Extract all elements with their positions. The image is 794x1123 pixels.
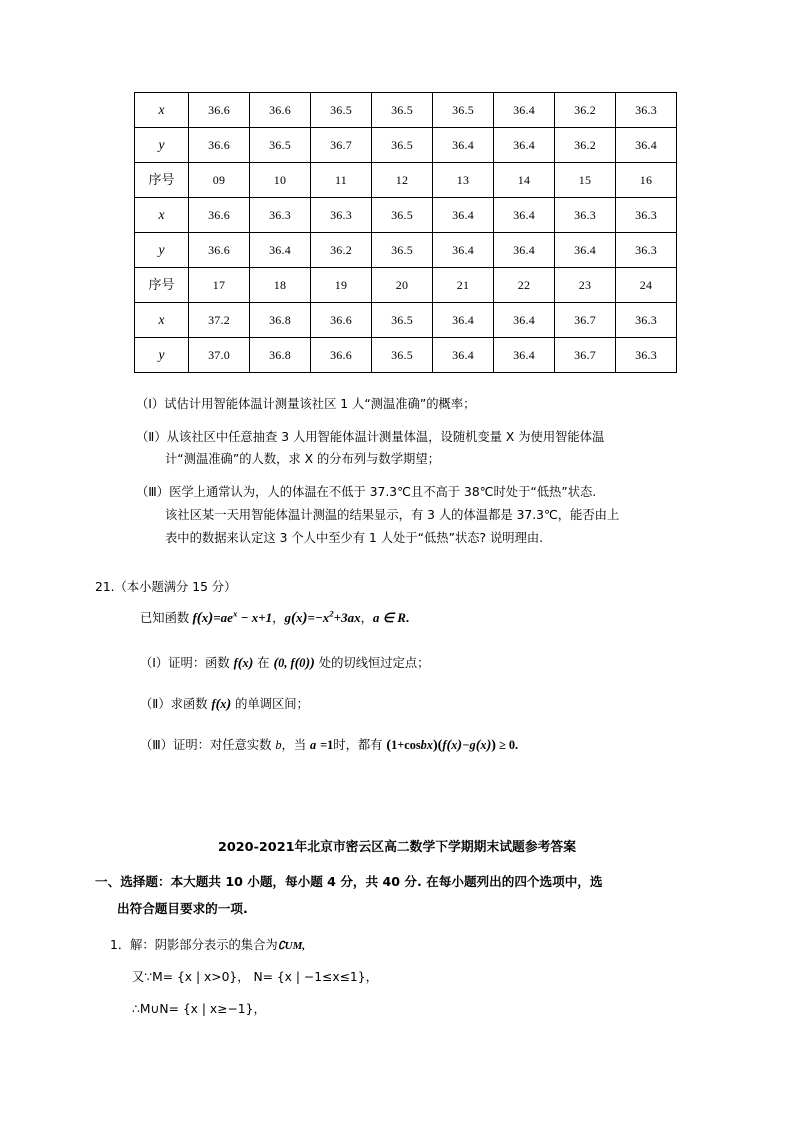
table-cell: 36.6 — [311, 338, 372, 373]
question20-part1: （Ⅰ）试估计用智能体温计测量该社区 1 人“测温准确”的概率； — [136, 397, 476, 411]
answer-item-1-line3-text: ∴M∪N= {x | x≥−1}， — [132, 1002, 266, 1016]
table-cell: 14 — [494, 163, 555, 198]
table-cell: 36.7 — [555, 303, 616, 338]
table-cell: 36.3 — [555, 198, 616, 233]
table-cell: 36.4 — [433, 198, 494, 233]
answer-section-title: 2020-2021年北京市密云区高二数学下学期期末试题参考答案 — [217, 840, 577, 855]
table-row — [135, 233, 677, 268]
table-row — [135, 93, 677, 128]
table-cell: 22 — [494, 268, 555, 303]
table-cell: 36.5 — [372, 303, 433, 338]
table-cell: 36.2 — [555, 93, 616, 128]
table-cell: 36.4 — [494, 128, 555, 163]
temperature-data-table — [134, 92, 667, 373]
table-row — [135, 128, 677, 163]
table-cell: 19 — [311, 268, 372, 303]
question20-part2-line1: （Ⅱ）从该社区中任意抽查 3 人用智能体温计测量体温，设随机变量 X 为使用智能体温 — [136, 430, 605, 444]
question21-formula-g: $g(x)=-x^2+3ax$ — [284, 608, 361, 626]
table-cell: 36.4 — [494, 303, 555, 338]
table-cell: 37.0 — [189, 338, 250, 373]
table-cell: 36.4 — [555, 233, 616, 268]
question21-part3: （Ⅲ）证明：对任意实数 b，当 a =1时，都有 (1+cosbx)(f(x)−g(x)) ≥ 0. — [140, 737, 519, 753]
table-row — [135, 303, 677, 338]
answer-item-1-line2 — [132, 967, 378, 985]
answer-item-1-line1 — [110, 935, 305, 953]
table-cell: 36.2 — [555, 128, 616, 163]
table-row — [135, 163, 677, 198]
table-cell: 36.4 — [494, 338, 555, 373]
table-cell: 36.6 — [311, 303, 372, 338]
table-cell: 36.5 — [372, 198, 433, 233]
table-row — [135, 268, 677, 303]
row-header: 序号 — [135, 268, 189, 303]
table-cell: 36.4 — [494, 93, 555, 128]
table-cell: 36.3 — [616, 303, 677, 338]
table-cell: 20 — [372, 268, 433, 303]
table-row — [135, 198, 677, 233]
table-body — [135, 93, 677, 373]
question21-domain: a ∈ R — [372, 610, 406, 625]
table-cell: 36.5 — [372, 128, 433, 163]
table-cell: 11 — [311, 163, 372, 198]
table-cell: 36.6 — [189, 93, 250, 128]
question21-formula: $f(x)=ae^x - x+1$ — [189, 608, 273, 626]
answer-item-1-text: 1．解：阴影部分表示的集合为 — [110, 938, 278, 952]
table-cell: 09 — [189, 163, 250, 198]
table-cell: 36.4 — [433, 303, 494, 338]
question21-part1: （Ⅰ）证明：函数 f(x) 在 (0, f(0)) 处的切线恒过定点； — [140, 655, 430, 671]
table-cell: 36.8 — [250, 303, 311, 338]
table-cell: 36.5 — [372, 233, 433, 268]
table-cell: 23 — [555, 268, 616, 303]
table-cell: 24 — [616, 268, 677, 303]
table-cell: 36.5 — [433, 93, 494, 128]
table-row — [135, 338, 677, 373]
table-cell: 36.3 — [616, 338, 677, 373]
table-cell: 36.5 — [372, 338, 433, 373]
question20-part3-line1: （Ⅲ）医学上通常认为，人的体温在不低于 37.3℃且不高于 38℃时处于“低热”状态. — [136, 485, 597, 499]
table — [134, 92, 677, 373]
question21-given-prefix: 已知函数 — [140, 611, 190, 625]
table-cell: 36.5 — [372, 93, 433, 128]
question20-part3-line2: 该社区某一天用智能体温计测温的结果显示，有 3 人的体温都是 37.3℃，能否由上 — [165, 508, 620, 522]
table-cell: 36.3 — [250, 198, 311, 233]
table-cell: 36.3 — [616, 198, 677, 233]
table-cell: 13 — [433, 163, 494, 198]
table-cell: 36.2 — [311, 233, 372, 268]
section-one-line2: 出符合题目要求的一项. — [117, 901, 248, 916]
table-cell: 36.6 — [189, 233, 250, 268]
table-cell: 36.5 — [250, 128, 311, 163]
question21-part2: （Ⅱ）求函数 f(x) 的单调区间； — [140, 696, 309, 712]
table-cell: 36.3 — [616, 93, 677, 128]
table-cell: 36.4 — [616, 128, 677, 163]
answer-section-one — [95, 868, 695, 922]
section-one-line1: 一、选择题：本大题共 10 小题，每小题 4 分，共 40 分. 在每小题列出的四个选项中，选 — [95, 874, 603, 889]
table-cell: 36.7 — [555, 338, 616, 373]
table-cell: 36.4 — [494, 233, 555, 268]
table-cell: 15 — [555, 163, 616, 198]
table-cell: 36.6 — [189, 128, 250, 163]
table-cell: 36.7 — [311, 128, 372, 163]
answer-item-1-line2-text: 又∵M= {x | x>0}， N= {x | −1≤x≤1}， — [132, 970, 378, 984]
question21-given: 已知函数 $f(x)=ae^x - x+1$，$g(x)=-x^2+3ax$，a ∈ R. — [140, 608, 410, 626]
question21-label: 21.（本小题满分 15 分） — [95, 580, 237, 594]
table-cell: 36.4 — [433, 338, 494, 373]
table-cell: 36.3 — [616, 233, 677, 268]
table-cell: 36.6 — [250, 93, 311, 128]
table-cell: 18 — [250, 268, 311, 303]
table-cell: 36.3 — [311, 198, 372, 233]
row-header: x — [135, 303, 189, 338]
table-cell: 36.4 — [250, 233, 311, 268]
answer-item-1-line3 — [132, 999, 266, 1017]
table-cell: 36.4 — [433, 233, 494, 268]
table-cell: 16 — [616, 163, 677, 198]
row-header: 序号 — [135, 163, 189, 198]
table-cell: 36.4 — [494, 198, 555, 233]
row-header: y — [135, 233, 189, 268]
table-cell: 36.8 — [250, 338, 311, 373]
row-header: y — [135, 338, 189, 373]
row-header: y — [135, 128, 189, 163]
table-cell: 36.6 — [189, 198, 250, 233]
question20-part2-line2: 计“测温准确”的人数，求 X 的分布列与数学期望； — [165, 452, 440, 466]
table-cell: 17 — [189, 268, 250, 303]
table-cell: 10 — [250, 163, 311, 198]
row-header: x — [135, 93, 189, 128]
table-cell: 37.2 — [189, 303, 250, 338]
table-cell: 12 — [372, 163, 433, 198]
question20-part3-line3: 表中的数据来认定这 3 个人中至少有 1 人处于“低热”状态? 说明理由. — [165, 531, 544, 545]
answer-item-1-set: ∁UM, — [277, 940, 306, 952]
table-cell: 36.5 — [311, 93, 372, 128]
table-cell: 36.4 — [433, 128, 494, 163]
row-header: x — [135, 198, 189, 233]
table-cell: 21 — [433, 268, 494, 303]
